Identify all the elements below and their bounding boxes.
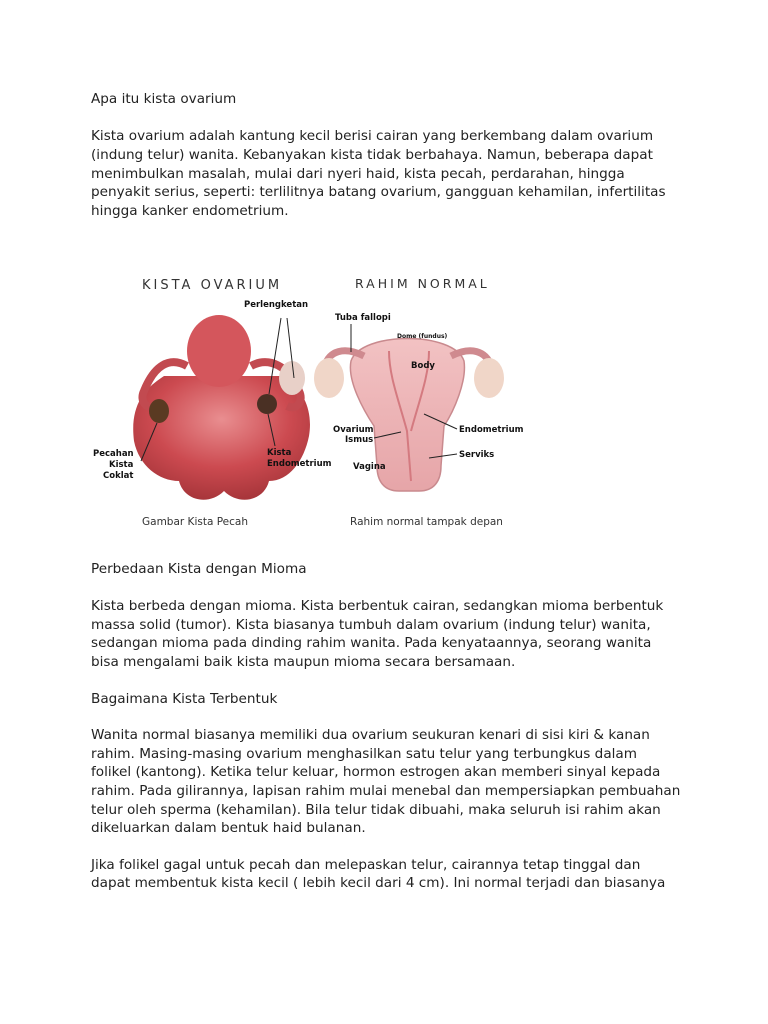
label-ismus: Ismus (345, 435, 374, 445)
label-vagina: Vagina (353, 462, 386, 472)
paragraph-line: Jika folikel gagal untuk pecah dan melepaskan telur, cairannya tetap tinggal dan (91, 857, 641, 873)
uterus-illustration (89, 266, 529, 536)
paragraph-line: dapat membentuk kista kecil ( lebih kecil dari 4 cm). Ini normal terjadi dan biasanya (91, 875, 666, 891)
paragraph-line: massa solid (tumor). Kista biasanya tumbuh dalam ovarium (indung telur) wanita, (91, 617, 651, 633)
label-endometrium: Endometrium (459, 425, 524, 435)
endometrioma-right (257, 394, 277, 414)
paragraph-line: rahim. Pada gilirannya, lapisan rahim mulai menebal dan mempersiapkan pembuahan (91, 783, 681, 799)
illustration-svg (89, 266, 529, 536)
paragraph-line: (indung telur) wanita. Kebanyakan kista tidak berbahaya. Namun, beberapa dapat (91, 147, 653, 163)
ruptured-cyst-left (149, 399, 169, 423)
left-ovary (314, 358, 344, 398)
label-dome: Dome (fundus) (397, 333, 448, 340)
right-caption: Rahim normal tampak depan (350, 516, 503, 528)
paragraph-line: Kista ovarium adalah kantung kecil berisi cairan yang berkembang dalam ovarium (91, 128, 654, 144)
paragraph-line: telur oleh sperma (kehamilan). Bila telur tidak dibuahi, maka seluruh isi rahim akan (91, 802, 661, 818)
paragraph-line: penyakit serius, seperti: terlilitnya batang ovarium, gangguan kehamilan, infertilitas (91, 184, 666, 200)
label-perlengketan: Perlengketan (244, 300, 309, 310)
label-body: Body (411, 361, 435, 371)
label-tuba-fallopi: Tuba fallopi (335, 313, 391, 323)
paragraph-line: Wanita normal biasanya memiliki dua ovarium seukuran kenari di sisi kiri & kanan (91, 727, 650, 743)
label-coklat: Coklat (103, 471, 134, 481)
label-ovarium: Ovarium (333, 425, 374, 435)
uterus-body-shape (133, 376, 310, 500)
paragraph-line: hingga kanker endometrium. (91, 203, 289, 219)
right-fimbria (279, 361, 305, 395)
paragraph-line: bisa mengalami baik kista maupun mioma secara bersamaan. (91, 654, 516, 670)
heading-perbedaan-kista-mioma: Perbedaan Kista dengan Mioma (91, 561, 307, 577)
label-kista-endometrium-1: Kista (267, 448, 292, 458)
heading-bagaimana-kista-terbentuk: Bagaimana Kista Terbentuk (91, 691, 278, 707)
label-serviks: Serviks (459, 450, 495, 460)
label-kista-endometrium-2: Endometrium (267, 459, 332, 469)
right-figure-title: RAHIM NORMAL (355, 276, 490, 291)
paragraph-line: dikeluarkan dalam bentuk haid bulanan. (91, 820, 366, 836)
heading-apa-itu-kista: Apa itu kista ovarium (91, 91, 237, 107)
paragraph-line: folikel (kantong). Ketika telur keluar, hormon estrogen akan memberi sinyal kepada (91, 764, 661, 780)
label-pecahan: Pecahan (93, 449, 134, 459)
left-caption: Gambar Kista Pecah (142, 516, 248, 528)
uterus-fundus (187, 315, 251, 387)
paragraph-line: rahim. Masing-masing ovarium menghasilkan satu telur yang terbungkus dalam (91, 746, 637, 762)
label-kista: Kista (109, 460, 134, 470)
paragraph-line: menimbulkan masalah, mulai dari nyeri haid, kista pecah, perdarahan, hingga (91, 166, 625, 182)
left-figure-title: KISTA OVARIUM (142, 278, 283, 293)
right-ovary (474, 358, 504, 398)
paragraph-line: sedangan mioma pada dinding rahim wanita. Pada kenyataannya, seorang wanita (91, 635, 652, 651)
paragraph-line: Kista berbeda dengan mioma. Kista berbentuk cairan, sedangkan mioma berbentuk (91, 598, 664, 614)
